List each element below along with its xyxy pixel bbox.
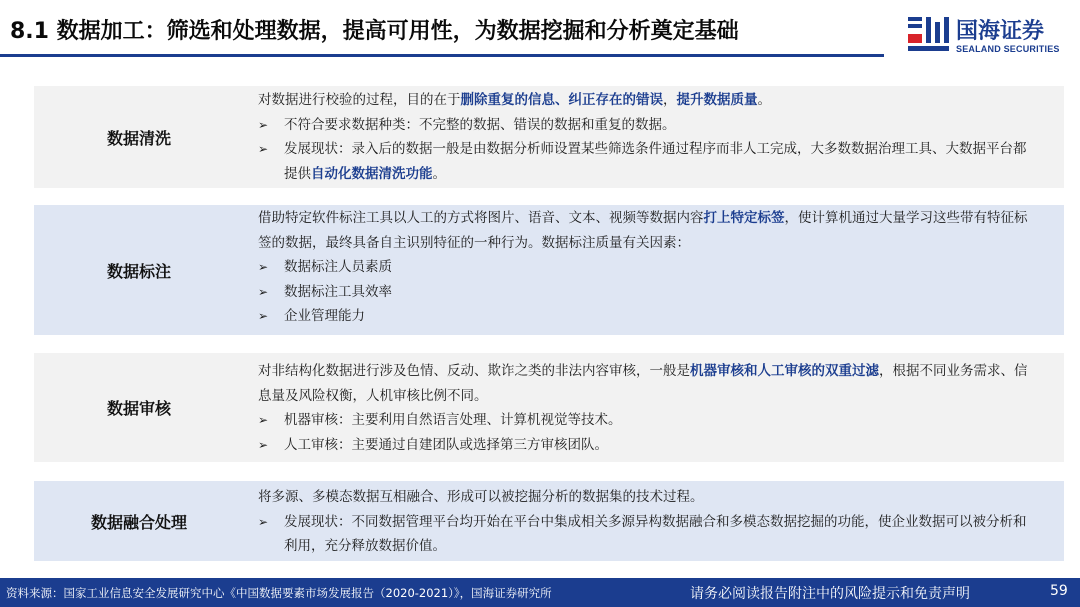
bullet-item <box>258 433 1030 458</box>
highlight-text: 提升数据质量 <box>676 92 758 108</box>
bullet-arrow-icon: ➢ <box>258 413 269 427</box>
bullet-arrow-icon: ➢ <box>258 284 269 299</box>
row-data-review <box>34 353 1064 462</box>
bullet-arrow-icon: ➢ <box>258 437 269 452</box>
row-intro <box>258 206 1030 255</box>
sealand-logo-icon <box>906 14 950 54</box>
row-content <box>244 481 1064 561</box>
row-intro <box>258 359 1030 408</box>
page-title: 8.1 数据加工：筛选和处理数据，提高可用性，为数据挖掘和分析奠定基础 <box>10 19 739 44</box>
logo-chinese-name: 国海证券 <box>956 19 1045 44</box>
intro-text: ， <box>663 92 677 108</box>
highlight-text: 删除重复的信息、纠正存在的错误 <box>460 92 663 108</box>
bullet-text: 机器审核：主要利用自然语言处理、计算机视觉等技术。 <box>284 412 622 428</box>
row-category-label: 数据融合处理 <box>90 512 187 532</box>
source-note: 资料来源：国家工业信息安全发展研究中心《中国数据要素市场发展报告（2020-2021）》，国海证券研究所 <box>6 586 552 600</box>
row-data-cleaning <box>34 86 1064 188</box>
bullet-text-part: 发展现状：录入后的数据一般是由数据分析师设置某些筛选条件通过程序而非人工完成，大多数数据治理工具、大数据平台都提供 <box>284 141 1027 182</box>
bullet-arrow-icon: ➢ <box>258 309 269 323</box>
row-category-label: 数据审核 <box>106 399 171 418</box>
highlight-text: 自动化数据清洗功能 <box>311 165 433 182</box>
intro-text: ，根据不同业务需求、信息量及风险权衡，人机审核比例不同。 <box>258 363 1028 404</box>
logo-english-name: SEALAND SECURITIES <box>956 44 1060 54</box>
bullet-item <box>258 255 1030 280</box>
bullet-arrow-icon: ➢ <box>258 260 269 274</box>
bullet-item <box>258 408 1030 433</box>
page-number: 59 <box>1050 583 1068 599</box>
bullet-text: 数据标注人员素质 <box>284 259 392 275</box>
bullet-item <box>258 137 1030 186</box>
bullet-arrow-icon: ➢ <box>258 514 269 529</box>
row-content <box>244 86 1064 188</box>
intro-text: 借助特定软件标注工具以人工的方式将图片、语音、文本、视频等数据内容 <box>258 210 704 226</box>
row-content <box>244 353 1064 462</box>
row-intro <box>258 88 1030 113</box>
highlight-text: 机器审核和人工审核的双重过滤 <box>690 363 879 379</box>
company-logo <box>906 12 1066 60</box>
row-data-fusion <box>34 481 1064 561</box>
disclaimer-text: 请务必阅读报告附注中的风险提示和免责声明 <box>690 586 970 602</box>
slide-footer <box>0 578 1080 607</box>
row-content <box>244 205 1064 335</box>
bullet-arrow-icon: ➢ <box>258 142 269 156</box>
bullet-text <box>284 137 1030 186</box>
bullet-item <box>258 280 1030 305</box>
intro-text: 。 <box>757 92 771 108</box>
bullet-text: 数据标注工具效率 <box>284 283 392 300</box>
bullet-text: 发展现状：不同数据管理平台均开始在平台中集成相关多源异构数据融合和多模态数据挖掘的功能，使企业数据可以被分析和利用，充分释放数据价值。 <box>284 513 1027 554</box>
intro-text: ，使计算机通过大量学习这些带有特征标签的数据，最终具备自主识别特征的一种行为。数据标注质量有关因素： <box>258 210 1028 251</box>
title-underline <box>0 54 884 57</box>
bullet-text: 人工审核：主要通过自建团队或选择第三方审核团队。 <box>284 436 608 453</box>
bullet-item <box>258 113 1030 138</box>
row-data-labeling <box>34 205 1064 335</box>
row-intro: 将多源、多模态数据互相融合、形成可以被挖掘分析的数据集的技术过程。 <box>258 489 704 505</box>
row-category-label: 数据清洗 <box>106 128 171 148</box>
bullet-arrow-icon: ➢ <box>258 117 269 132</box>
highlight-text: 打上特定标签 <box>703 210 785 226</box>
bullet-item <box>258 510 1030 559</box>
bullet-text: 企业管理能力 <box>284 308 365 324</box>
bullet-text-part: 。 <box>432 165 446 182</box>
intro-text: 对非结构化数据进行涉及色情、反动、欺诈之类的非法内容审核，一般是 <box>258 363 690 379</box>
bullet-item <box>258 304 1030 329</box>
slide-header <box>0 0 1080 62</box>
row-category-label: 数据标注 <box>106 261 171 281</box>
bullet-text: 不符合要求数据种类：不完整的数据、错误的数据和重复的数据。 <box>284 116 676 133</box>
intro-text: 对数据进行校验的过程，目的在于 <box>258 92 461 108</box>
